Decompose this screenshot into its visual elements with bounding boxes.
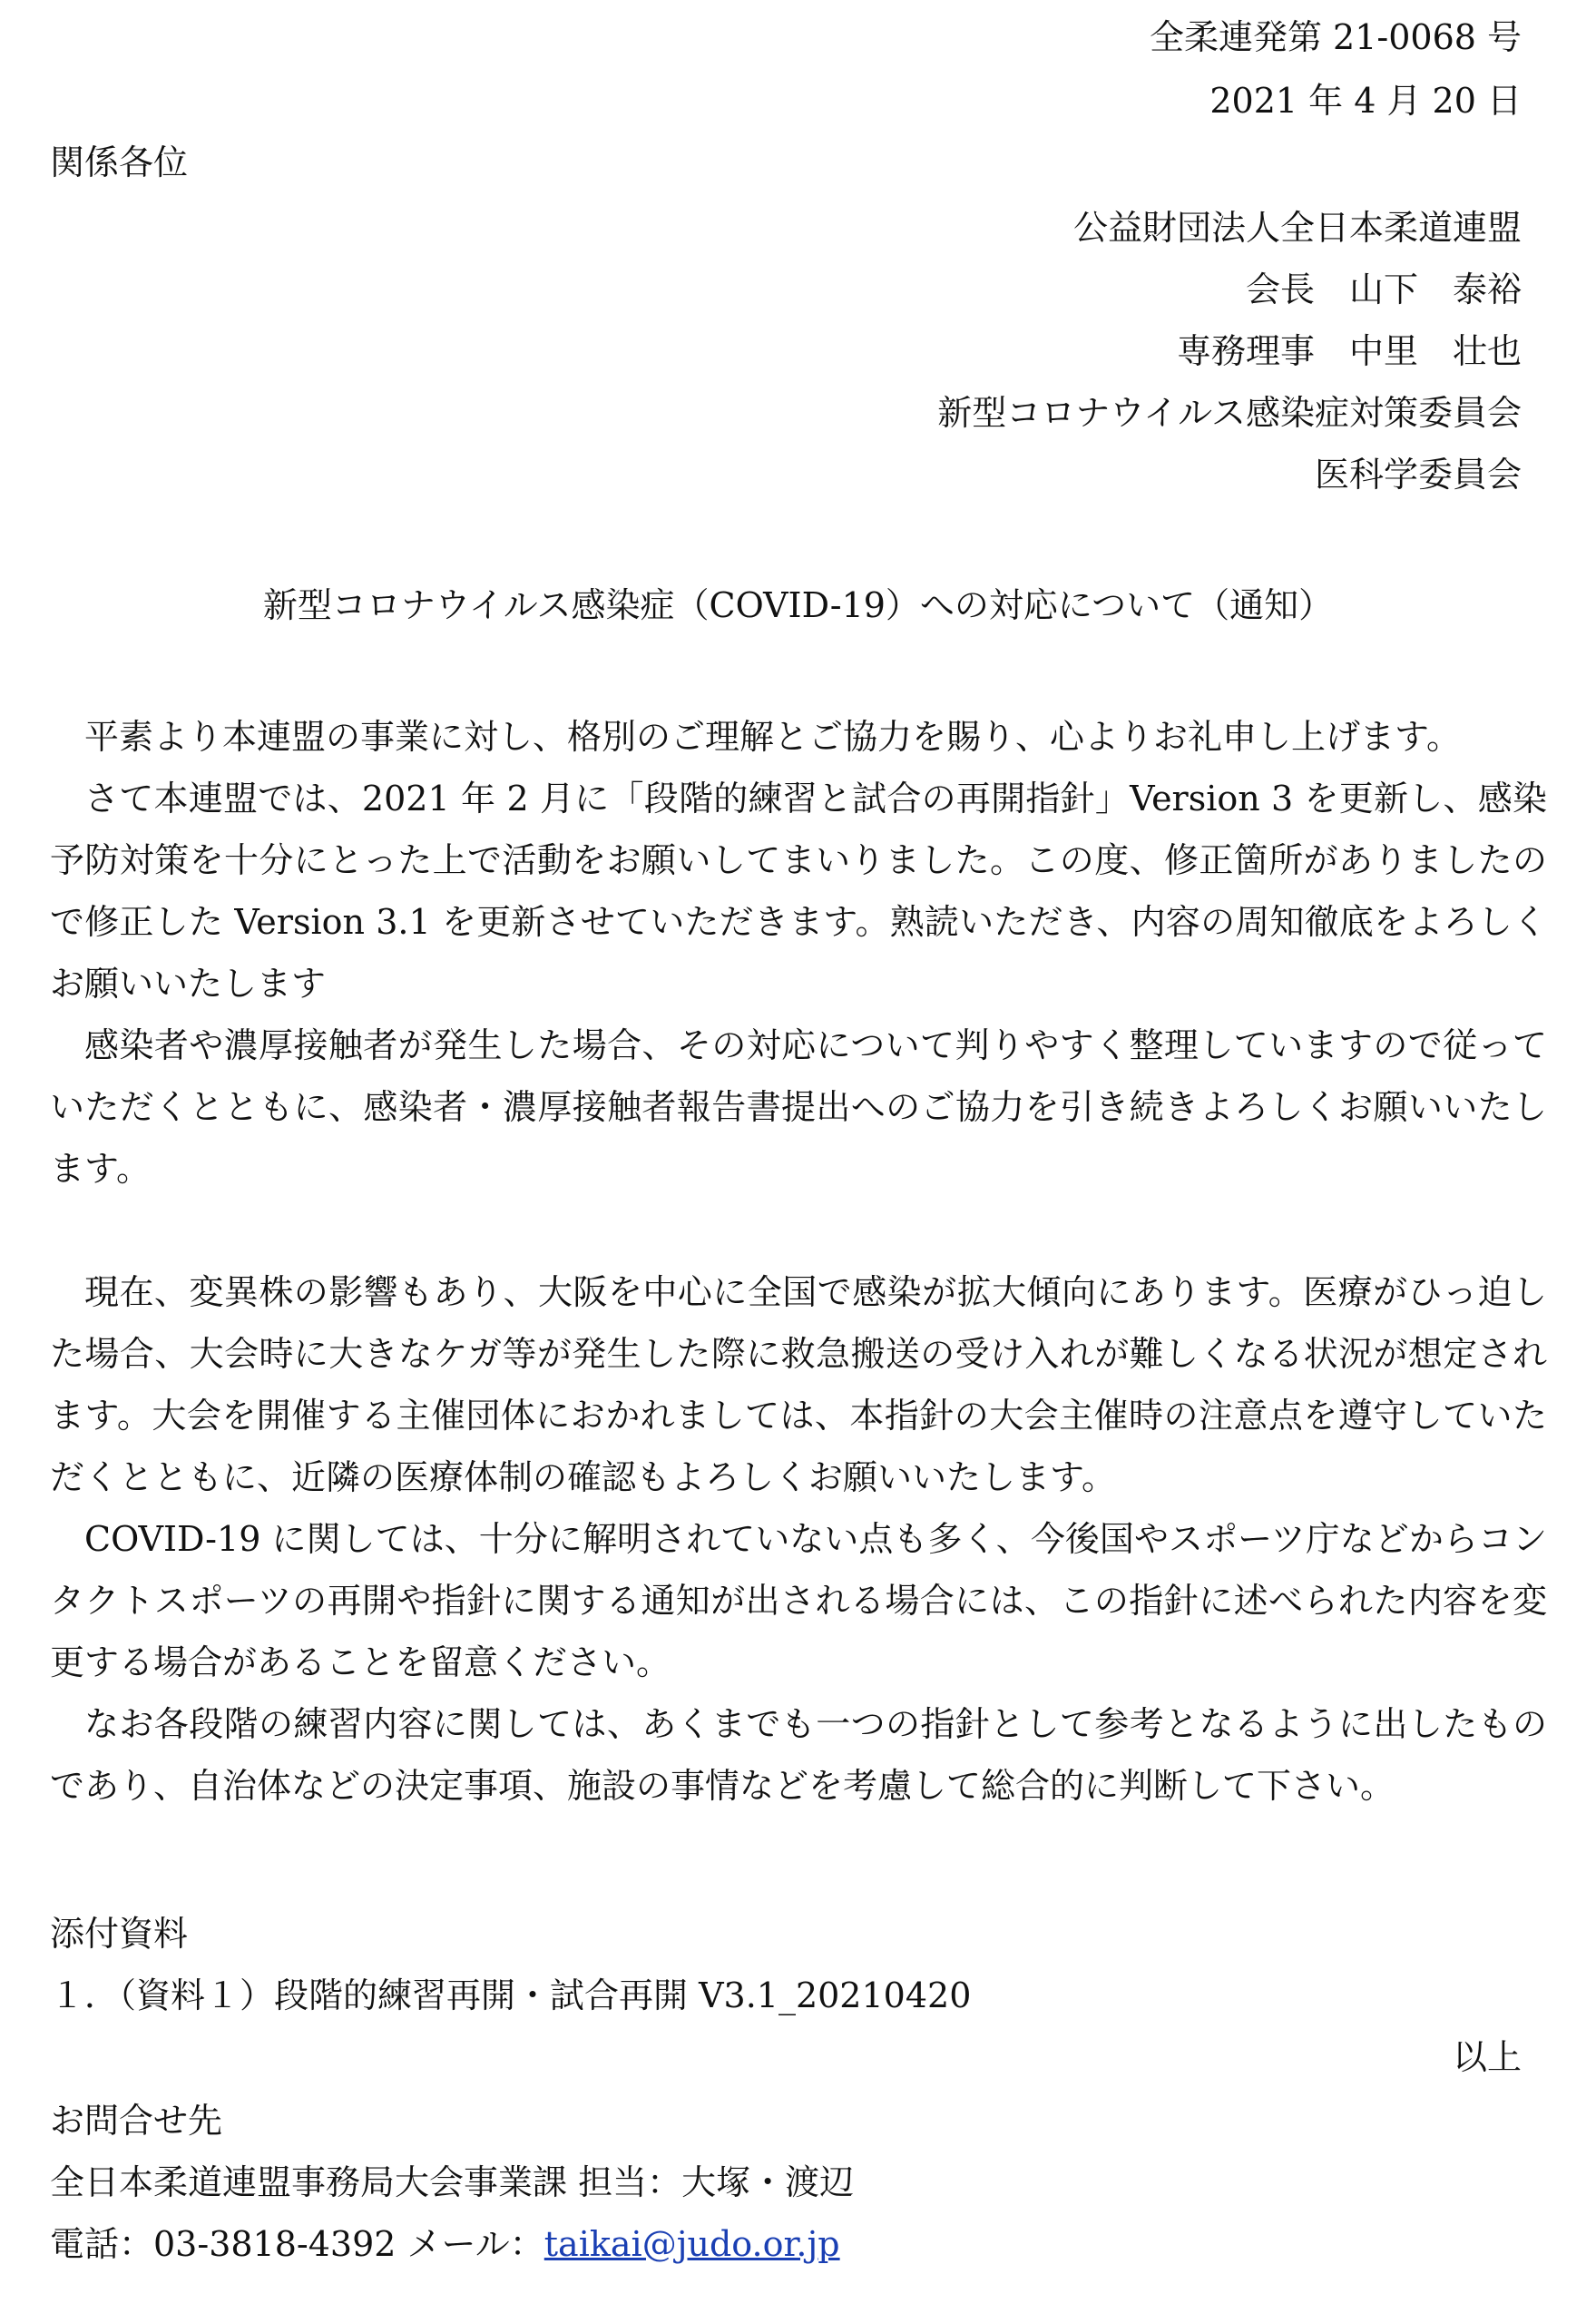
sender-organization: 公益財団法人全日本柔道連盟 xyxy=(1072,208,1522,248)
body-section-2 xyxy=(50,1261,1547,1817)
sender-executive-director: 専務理事 中里 壮也 xyxy=(1176,331,1522,371)
attachments-heading: 添付資料 xyxy=(50,1914,189,1954)
body-paragraph: 現在、変異株の影響もあり、大阪を中心に全国で感染が拡大傾向にあります。医療がひっ迫した場合、大会時に大きなケガ等が発生した際に救急搬送の受け入れが難しくなる状況が想定されます。大会を開催する主催団体におかれましては、本指針の大会主催時の注意点を遵守していただくとともに、近隣の医療体制の確認もよろしくお願いいたします。 xyxy=(50,1272,1547,1497)
body-paragraph: 感染者や濃厚接触者が発生した場合、その対応について判りやすく整理していますので従っていただくとともに、感染者・濃厚接触者報告書提出へのご協力を引き続きよろしくお願いいたします。 xyxy=(50,1025,1547,1189)
body-paragraph: さて本連盟では、2021 年 2 月に「段階的練習と試合の再開指針」Version 3 を更新し、感染予防対策を十分にとった上で活動をお願いしてまいりました。この度、修正箇所がありましたので修正した Version 3.1 を更新させていただきます。熟読いただき、内容の周知徹底をよろしくお願いいたします xyxy=(50,779,1547,1004)
body-paragraph: 平素より本連盟の事業に対し、格別のご理解とご協力を賜り、心よりお礼申し上げます。 xyxy=(84,717,1461,757)
contact-email-link[interactable]: taikai@judo.or.jp xyxy=(543,2224,840,2264)
closing-mark: 以上 xyxy=(1452,2037,1522,2077)
body-section-1 xyxy=(50,706,1547,1200)
contact-heading: お問合せ先 xyxy=(50,2101,223,2141)
attachment-item: １．（資料１）段階的練習再開・試合再開 V3.1_20210420 xyxy=(50,1975,972,2015)
body-paragraph: COVID-19 に関しては、十分に解明されていない点も多く、今後国やスポーツ庁などからコンタクトスポーツの再開や指針に関する通知が出される場合には、この指針に述べられた内容を変更する場合があることを留意ください。 xyxy=(50,1519,1547,1682)
contact-phone: 電話：03-3818-4392 メール： xyxy=(50,2224,544,2264)
addressee: 関係各位 xyxy=(50,142,189,182)
sender-covid-committee: 新型コロナウイルス感染症対策委員会 xyxy=(937,393,1522,433)
body-paragraph: なお各段階の練習内容に関しては、あくまでも一つの指針として参考となるように出したものであり、自治体などの決定事項、施設の事情などを考慮して総合的に判断して下さい。 xyxy=(50,1704,1547,1806)
document-date: 2021 年 4 月 20 日 xyxy=(1209,81,1522,121)
contact-line xyxy=(50,2224,840,2264)
contact-office: 全日本柔道連盟事務局大会事業課 担当：大塚・渡辺 xyxy=(50,2162,855,2202)
sender-medical-committee: 医科学委員会 xyxy=(1314,455,1522,495)
sender-president: 会長 山下 泰裕 xyxy=(1245,270,1522,309)
document-number: 全柔連発第 21-0068 号 xyxy=(1149,17,1522,57)
document-title: 新型コロナウイルス感染症（COVID-19）への対応について（通知） xyxy=(262,585,1334,625)
